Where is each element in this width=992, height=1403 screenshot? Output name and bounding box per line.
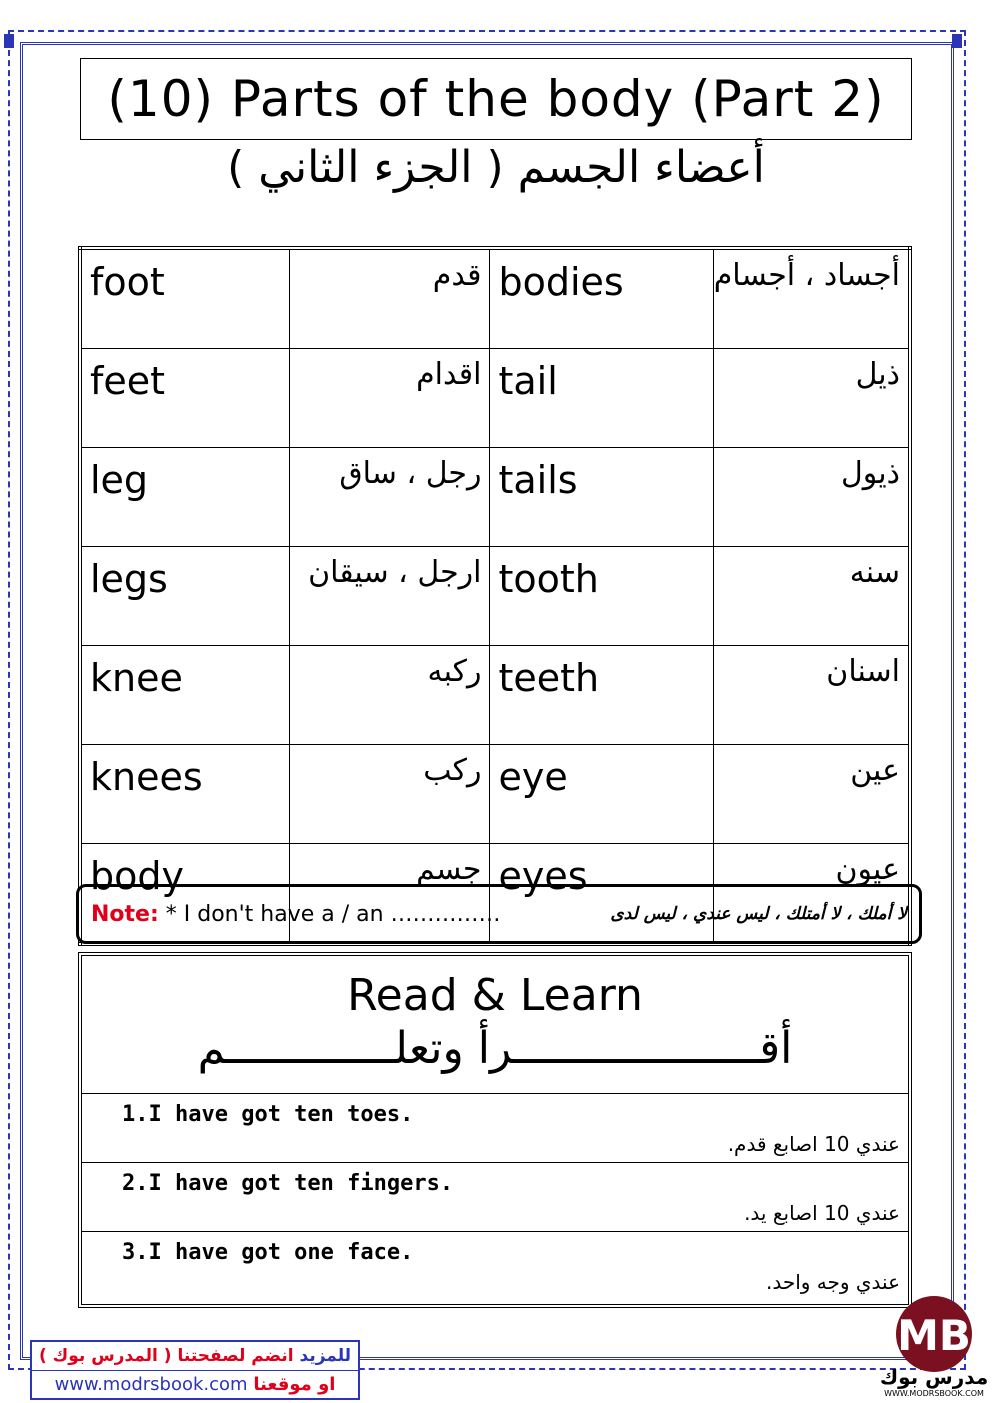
note-label: Note: [91, 901, 159, 927]
sentence-arabic: عندي 10 اصابع يد. [744, 1201, 900, 1225]
read-learn-header [82, 956, 908, 1094]
vocab-translation: ركب [289, 745, 490, 844]
page-title: (10) Parts of the body (Part 2) [107, 70, 885, 128]
footer-join: انضم لصفحتنا [171, 1346, 300, 1366]
vocab-word: eyes [490, 844, 713, 945]
vocab-row [80, 547, 910, 646]
note-text-english [91, 902, 501, 927]
vocab-word: eye [490, 745, 713, 844]
vocab-translation: ركبه [289, 646, 490, 745]
vocab-word: legs [80, 547, 289, 646]
vocab-word: tail [490, 349, 713, 448]
vocab-translation: سنه [713, 547, 910, 646]
read-learn-box [78, 952, 912, 1308]
footer-join-line [32, 1342, 358, 1371]
logo-site: WWW.MODRSBOOK.COM [884, 1389, 984, 1398]
logo-arabic: مدرس بوك [880, 1365, 988, 1389]
note-text-arabic: لا أملك ، لا أمتلك ، ليس عندي ، ليس لدى [610, 904, 907, 924]
vocab-word: foot [80, 248, 289, 349]
sentence-arabic: عندي وجه واحد. [765, 1270, 900, 1294]
corner-mark [4, 34, 14, 48]
footer-url[interactable]: www.modrsbook.com [54, 1374, 248, 1395]
footer-page-name: ( المدرس بوك ) [38, 1346, 172, 1366]
vocab-translation: رجل ، ساق [289, 448, 490, 547]
footer-more: للمزيد [299, 1346, 352, 1366]
vocab-word: leg [80, 448, 289, 547]
vocab-translation: اقدام [289, 349, 490, 448]
sentence-arabic: عندي 10 اصابع قدم. [727, 1132, 900, 1156]
vocab-row [80, 745, 910, 844]
footer-or-site: او موقعنا [253, 1374, 336, 1395]
sentence-row [82, 1163, 908, 1232]
vocab-word: knees [80, 745, 289, 844]
vocab-translation: عيون [713, 844, 910, 945]
vocab-row [80, 248, 910, 349]
vocabulary-table [78, 246, 912, 946]
vocab-row [80, 349, 910, 448]
vocab-translation: ارجل ، سيقان [289, 547, 490, 646]
vocab-translation: ذيل [713, 349, 910, 448]
sentence-row [82, 1232, 908, 1300]
vocab-translation: عين [713, 745, 910, 844]
vocab-word: body [80, 844, 289, 945]
vocab-translation: قدم [289, 248, 490, 349]
read-learn-title-arabic: أقـــــــــــــــــــرأ وتعلـــــــــــــم [197, 1023, 793, 1074]
sentence-english: 2.I have got ten fingers. [122, 1171, 454, 1196]
logo-letters: MB [897, 1311, 971, 1360]
vocab-word: bodies [490, 248, 713, 349]
sentence-english: 3.I have got one face. [122, 1240, 414, 1265]
modrsbook-logo [880, 1292, 988, 1400]
corner-mark [952, 34, 962, 48]
vocab-translation: اسنان [713, 646, 910, 745]
title-box [80, 58, 912, 140]
footer-site-line[interactable] [32, 1371, 358, 1399]
vocab-word: teeth [490, 646, 713, 745]
vocab-row [80, 646, 910, 745]
vocab-word: feet [80, 349, 289, 448]
page-title-arabic: أعضاء الجسم ( الجزء الثاني ) [227, 142, 765, 193]
vocab-word: tails [490, 448, 713, 547]
vocab-word: knee [80, 646, 289, 745]
sentence-row [82, 1094, 908, 1163]
vocab-translation: أجساد ، أجسام [713, 248, 910, 349]
sentence-english: 1.I have got ten toes. [122, 1102, 414, 1127]
read-learn-title: Read & Learn [347, 970, 643, 1021]
vocab-translation: جسم [289, 844, 490, 945]
vocab-word: tooth [490, 547, 713, 646]
note-text: * I don't have a / an …………… [158, 901, 501, 927]
footer-banner[interactable] [30, 1340, 360, 1400]
vocab-translation: ذيول [713, 448, 910, 547]
note-box [76, 884, 922, 944]
vocab-row [80, 448, 910, 547]
